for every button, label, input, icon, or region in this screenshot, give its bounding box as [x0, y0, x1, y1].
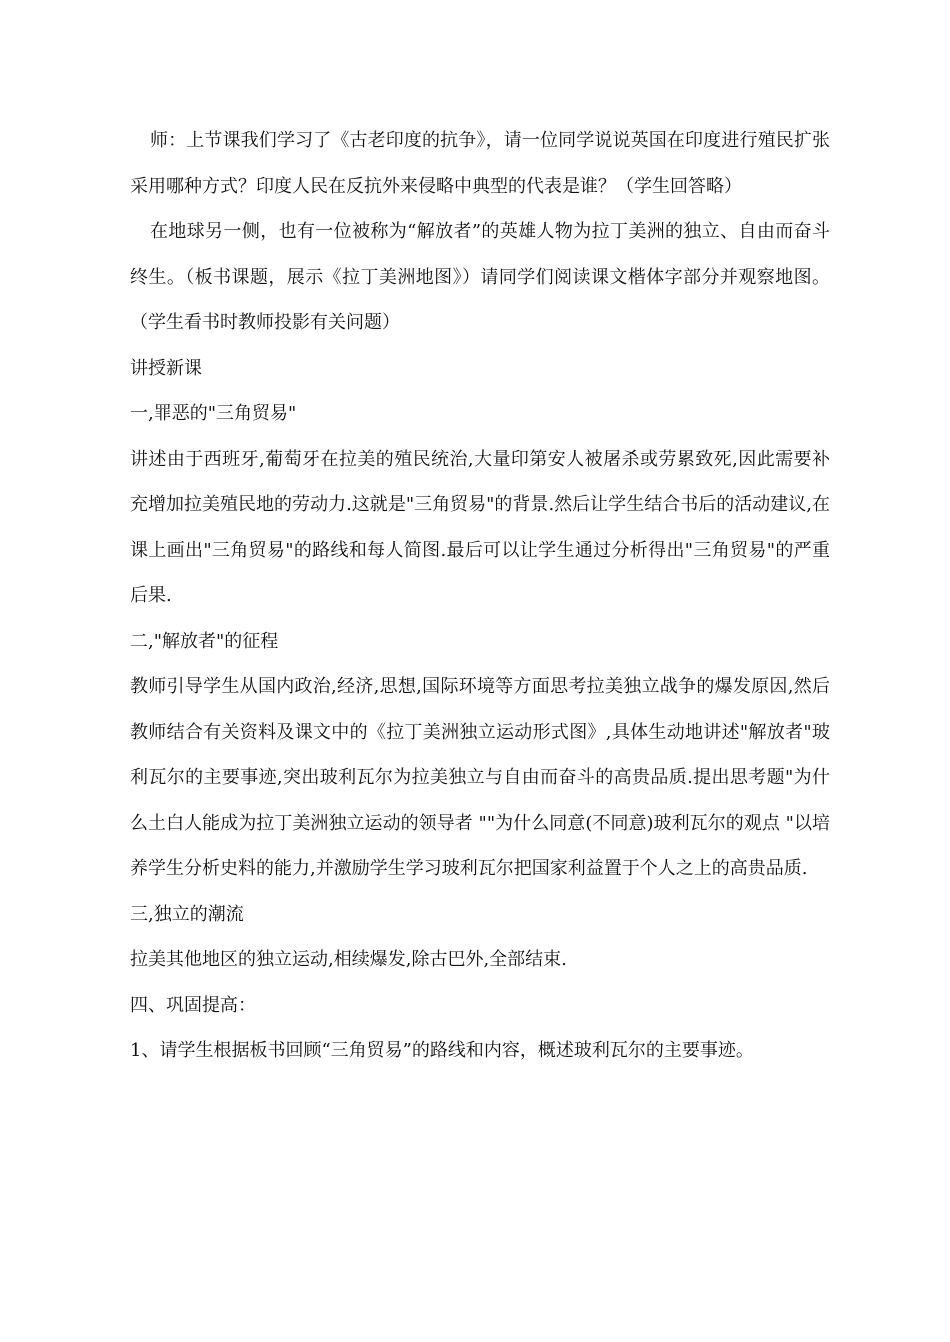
section-heading-new-lesson: 讲授新课 — [130, 357, 202, 379]
paragraph-triangle-trade: 讲述由于西班牙,葡萄牙在拉美的殖民统治,大量印第安人被屠杀或劳累致死,因此需要补充增加拉美殖民地的劳动力.这就是"三角贸易"的背景.然后让学生结合书后的活动建议,在课上画出"三角贸易"的路线和每人简图.最后可以让学生通过分析得出"三角贸易"的严重后果. — [130, 448, 830, 606]
paragraph-liberator-intro: 在地球另一侧，也有一位被称为“解放者”的英雄人物为拉丁美洲的独立、自由而奋斗终生。（板书课题，展示《拉丁美洲地图》）请同学们阅读课文楷体字部分并观察地图。（学生看书时教师投影有关问题） — [130, 221, 830, 333]
section-heading-triangle-trade: 一,罪恶的"三角贸易" — [130, 403, 297, 424]
document-body — [130, 118, 830, 1074]
section-heading-consolidation: 四、巩固提高： — [130, 994, 256, 1016]
paragraph-liberator: 教师引导学生从国内政治,经济,思想,国际环境等方面思考拉美独立战争的爆发原因,然后教师结合有关资料及课文中的《拉丁美洲独立运动形式图》,具体生动地讲述"解放者"玻利瓦尔的主要事迹,突出玻利瓦尔为拉美独立与自由而奋斗的高贵品质.提出思考题"为什么土白人能成为拉丁美洲独立运动的领导者 ""为什么同意(不同意)玻利瓦尔的观点 "以培养学生分析史料的能力,并激励学生学习玻利瓦尔把国家利益置于个人之上的高贵品质. — [130, 676, 830, 879]
paragraph-independence-tide: 拉美其他地区的独立运动,相续爆发,除古巴外,全部结束. — [130, 949, 567, 970]
section-heading-liberator: 二,"解放者"的征程 — [130, 630, 279, 652]
paragraph-consolidation-1: 1、请学生根据板书回顾“三角贸易”的路线和内容，概述玻利瓦尔的主要事迹。 — [130, 1040, 754, 1061]
section-heading-independence-tide: 三,独立的潮流 — [130, 903, 244, 925]
paragraph-teacher-intro: 师：上节课我们学习了《古老印度的抗争》，请一位同学说说英国在印度进行殖民扩张采用哪种方式？印度人民在反抗外来侵略中典型的代表是谁？（学生回答略） — [130, 130, 830, 197]
